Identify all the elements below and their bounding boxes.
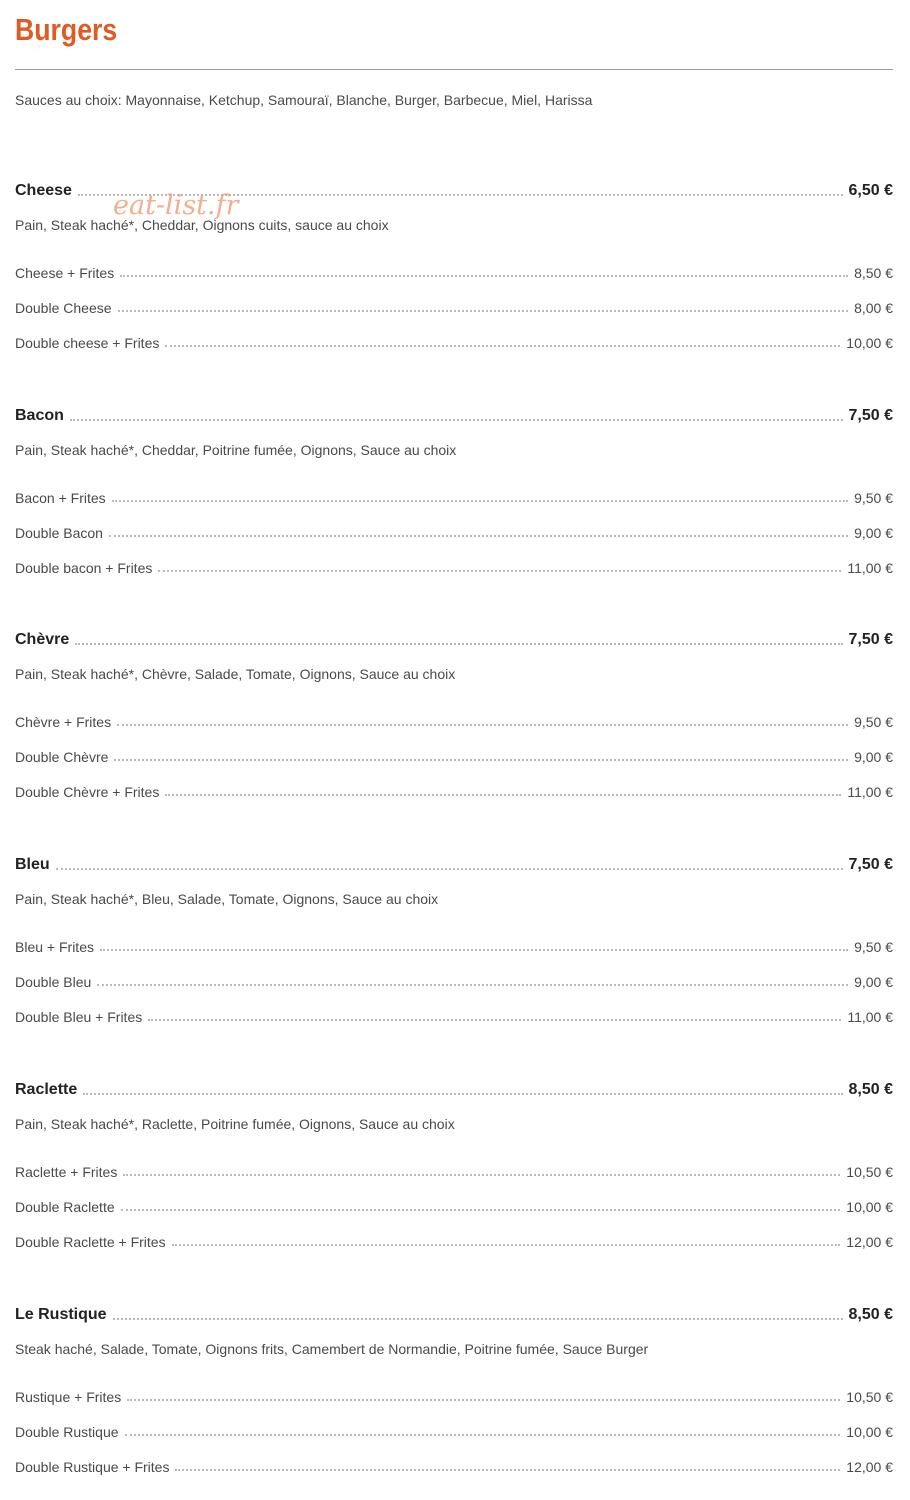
option-name: Double Raclette bbox=[15, 1199, 115, 1215]
option-name: Double cheese + Frites bbox=[15, 335, 160, 351]
dot-leader bbox=[172, 1244, 841, 1246]
option-price: 11,00 € bbox=[847, 1009, 893, 1025]
option-price: 10,00 € bbox=[846, 335, 893, 351]
option-row bbox=[15, 935, 893, 955]
option-row bbox=[15, 556, 893, 576]
option-price: 8,50 € bbox=[854, 265, 893, 281]
dot-leader bbox=[127, 1399, 840, 1401]
dot-leader bbox=[120, 275, 848, 277]
dot-leader bbox=[117, 724, 848, 726]
option-price: 10,00 € bbox=[846, 1199, 893, 1215]
option-price: 9,00 € bbox=[854, 749, 893, 765]
dot-leader bbox=[118, 310, 849, 312]
item-name: Le Rustique bbox=[15, 1306, 107, 1323]
dot-leader bbox=[125, 1434, 841, 1436]
option-name: Raclette + Frites bbox=[15, 1164, 118, 1180]
item-name: Cheese bbox=[15, 182, 72, 199]
option-row bbox=[15, 1195, 893, 1215]
menu-item-row bbox=[15, 629, 893, 649]
dot-leader bbox=[165, 794, 841, 796]
option-row bbox=[15, 331, 893, 351]
dot-leader bbox=[83, 1093, 842, 1095]
option-price: 12,00 € bbox=[846, 1234, 893, 1250]
option-row bbox=[15, 1455, 893, 1475]
item-description: Steak haché, Salade, Tomate, Oignons frits, Camembert de Normandie, Poitrine fumée, Sauce Burger bbox=[15, 1341, 649, 1357]
watermark: eat-list.fr bbox=[113, 190, 239, 221]
option-price: 9,00 € bbox=[854, 974, 893, 990]
item-description: Pain, Steak haché*, Chèvre, Salade, Tomate, Oignons, Sauce au choix bbox=[15, 666, 456, 682]
option-name: Double Rustique + Frites bbox=[15, 1459, 170, 1475]
option-name: Bacon + Frites bbox=[15, 490, 106, 506]
item-description: Pain, Steak haché*, Bleu, Salade, Tomate, Oignons, Sauce au choix bbox=[15, 891, 439, 907]
option-name: Double Cheese bbox=[15, 300, 112, 316]
option-row bbox=[15, 1160, 893, 1180]
option-name: Cheese + Frites bbox=[15, 265, 115, 281]
dot-leader bbox=[148, 1019, 841, 1021]
dot-leader bbox=[109, 535, 848, 537]
item-price: 7,50 € bbox=[848, 856, 893, 873]
option-price: 9,00 € bbox=[854, 525, 893, 541]
option-name: Double Rustique bbox=[15, 1424, 119, 1440]
option-name: Double Bleu + Frites bbox=[15, 1009, 143, 1025]
option-name: Double Raclette + Frites bbox=[15, 1234, 166, 1250]
option-name: Rustique + Frites bbox=[15, 1389, 122, 1405]
item-name: Chèvre bbox=[15, 631, 70, 648]
option-name: Double Bacon bbox=[15, 525, 103, 541]
option-name: Chèvre + Frites bbox=[15, 714, 112, 730]
option-row bbox=[15, 261, 893, 281]
option-name: Bleu + Frites bbox=[15, 939, 94, 955]
option-row bbox=[15, 745, 893, 765]
item-name: Bacon bbox=[15, 407, 64, 424]
option-row bbox=[15, 1230, 893, 1250]
dot-leader bbox=[70, 419, 843, 421]
option-row bbox=[15, 296, 893, 316]
option-row bbox=[15, 1420, 893, 1440]
option-price: 9,50 € bbox=[854, 939, 893, 955]
option-name: Double Chèvre bbox=[15, 749, 109, 765]
dot-leader bbox=[97, 984, 848, 986]
option-price: 8,00 € bbox=[854, 300, 893, 316]
dot-leader bbox=[165, 345, 840, 347]
item-description: Pain, Steak haché*, Raclette, Poitrine fumée, Oignons, Sauce au choix bbox=[15, 1116, 455, 1132]
item-price: 7,50 € bbox=[848, 407, 893, 424]
option-name: Double Chèvre + Frites bbox=[15, 784, 160, 800]
item-name: Raclette bbox=[15, 1081, 78, 1098]
item-price: 8,50 € bbox=[848, 1306, 893, 1323]
option-price: 9,50 € bbox=[854, 490, 893, 506]
menu-item-row bbox=[15, 854, 893, 874]
option-row bbox=[15, 521, 893, 541]
dot-leader bbox=[113, 1318, 843, 1320]
dot-leader bbox=[121, 1209, 841, 1211]
menu-item-row bbox=[15, 1079, 893, 1099]
dot-leader bbox=[56, 868, 843, 870]
option-row bbox=[15, 970, 893, 990]
item-description: Pain, Steak haché*, Cheddar, Oignons cuits, sauce au choix bbox=[15, 217, 389, 233]
option-row bbox=[15, 1385, 893, 1405]
option-row bbox=[15, 780, 893, 800]
dot-leader bbox=[114, 759, 848, 761]
dot-leader bbox=[75, 643, 842, 645]
option-name: Double bacon + Frites bbox=[15, 560, 153, 576]
dot-leader bbox=[158, 570, 841, 572]
option-price: 9,50 € bbox=[854, 714, 893, 730]
option-price: 11,00 € bbox=[847, 560, 893, 576]
dot-leader bbox=[123, 1174, 840, 1176]
title-divider bbox=[15, 69, 893, 70]
option-row bbox=[15, 486, 893, 506]
menu-item-row bbox=[15, 1304, 893, 1324]
option-row bbox=[15, 1005, 893, 1025]
dot-leader bbox=[100, 949, 848, 951]
option-price: 11,00 € bbox=[847, 784, 893, 800]
item-name: Bleu bbox=[15, 856, 50, 873]
item-price: 6,50 € bbox=[848, 182, 893, 199]
menu-item-row bbox=[15, 405, 893, 425]
item-price: 7,50 € bbox=[848, 631, 893, 648]
page-title: Burgers bbox=[15, 12, 118, 47]
item-price: 8,50 € bbox=[848, 1081, 893, 1098]
option-price: 10,50 € bbox=[846, 1389, 893, 1405]
item-description: Pain, Steak haché*, Cheddar, Poitrine fumée, Oignons, Sauce au choix bbox=[15, 442, 457, 458]
dot-leader bbox=[175, 1469, 840, 1471]
dot-leader bbox=[112, 500, 848, 502]
option-row bbox=[15, 710, 893, 730]
option-price: 12,00 € bbox=[846, 1459, 893, 1475]
option-price: 10,50 € bbox=[846, 1164, 893, 1180]
option-price: 10,00 € bbox=[846, 1424, 893, 1440]
sauces-note: Sauces au choix: Mayonnaise, Ketchup, Samouraï, Blanche, Burger, Barbecue, Miel, Harissa bbox=[15, 92, 593, 108]
option-name: Double Bleu bbox=[15, 974, 92, 990]
